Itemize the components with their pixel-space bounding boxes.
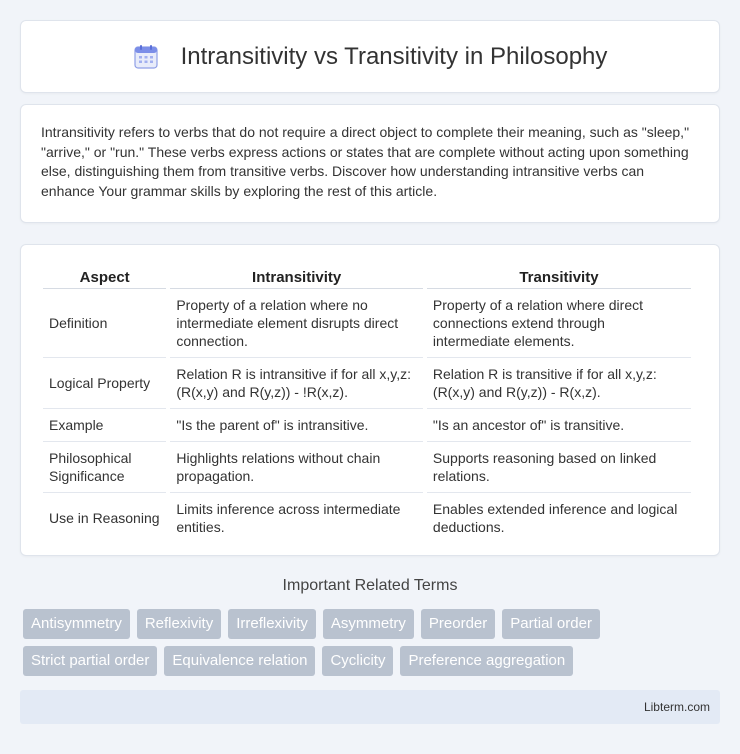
comparison-table bbox=[39, 265, 695, 543]
row-intransitivity: Property of a relation where no intermediate element disrupts direct connection. bbox=[170, 289, 423, 358]
intro-card bbox=[20, 104, 720, 223]
header-transitivity: Transitivity bbox=[427, 265, 691, 289]
row-intransitivity: "Is the parent of" is intransitive. bbox=[170, 409, 423, 442]
row-intransitivity: Highlights relations without chain propagation. bbox=[170, 442, 423, 493]
related-term-tag[interactable]: Antisymmetry bbox=[23, 609, 130, 639]
related-term-tag[interactable]: Partial order bbox=[502, 609, 600, 639]
row-aspect: Philosophical Significance bbox=[43, 442, 166, 493]
header-intransitivity: Intransitivity bbox=[170, 265, 423, 289]
related-term-tag[interactable]: Cyclicity bbox=[322, 646, 393, 676]
row-intransitivity: Limits inference across intermediate entities. bbox=[176, 501, 401, 535]
comparison-table-card bbox=[20, 244, 720, 556]
related-term-tag[interactable]: Irreflexivity bbox=[228, 609, 316, 639]
row-aspect: Definition bbox=[43, 289, 166, 358]
row-transitivity: "Is an ancestor of" is transitive. bbox=[427, 409, 691, 442]
footer bbox=[20, 690, 720, 724]
row-transitivity: Relation R is transitive if for all x,y,z: (R(x,y) and R(y,z)) - R(x,z). bbox=[427, 358, 691, 409]
table-row bbox=[43, 442, 691, 493]
table-row bbox=[43, 289, 691, 358]
row-transitivity: Enables extended inference and logical deductions. bbox=[432, 501, 678, 535]
row-transitivity: Property of a relation where direct connections extend through intermediate elements. bbox=[427, 289, 691, 358]
row-transitivity: Supports reasoning based on linked relations. bbox=[427, 442, 691, 493]
related-term-tag[interactable]: Asymmetry bbox=[323, 609, 414, 639]
related-terms-list bbox=[23, 609, 723, 676]
header-aspect: Aspect bbox=[43, 265, 166, 289]
related-term-tag[interactable]: Reflexivity bbox=[137, 609, 221, 639]
page-title: Intransitivity vs Transitivity in Philosophy bbox=[180, 42, 608, 70]
table-row bbox=[43, 409, 691, 442]
row-aspect: Use in Reasoning bbox=[49, 510, 160, 526]
row-aspect: Logical Property bbox=[43, 358, 166, 409]
header-inner bbox=[133, 43, 608, 71]
related-term-tag[interactable]: Preference aggregation bbox=[400, 646, 573, 676]
related-term-tag[interactable]: Strict partial order bbox=[23, 646, 157, 676]
table-header-row bbox=[43, 265, 691, 289]
intro-text: Intransitivity refers to verbs that do not require a direct object to complete their meaning, such as "sleep," "arrive," or "run." These verbs express actions or states that are complete without acting upon something else, distinguishing them from transitive verbs. Discover how understanding intransitive verbs can enhance Your grammar skills by exploring the rest of this article. bbox=[41, 124, 690, 199]
related-term-tag[interactable]: Equivalence relation bbox=[164, 646, 315, 676]
calendar-icon bbox=[133, 44, 159, 70]
related-terms-title: Important Related Terms bbox=[282, 577, 458, 594]
row-intransitivity: Relation R is intransitive if for all x,y,z: (R(x,y) and R(y,z)) - !R(x,z). bbox=[170, 358, 423, 409]
table-row bbox=[43, 493, 691, 543]
header-card bbox=[20, 20, 720, 93]
row-aspect: Example bbox=[43, 409, 166, 442]
table-row bbox=[43, 358, 691, 409]
footer-site-link[interactable]: Libterm.com bbox=[643, 700, 710, 714]
related-term-tag[interactable]: Preorder bbox=[421, 609, 495, 639]
